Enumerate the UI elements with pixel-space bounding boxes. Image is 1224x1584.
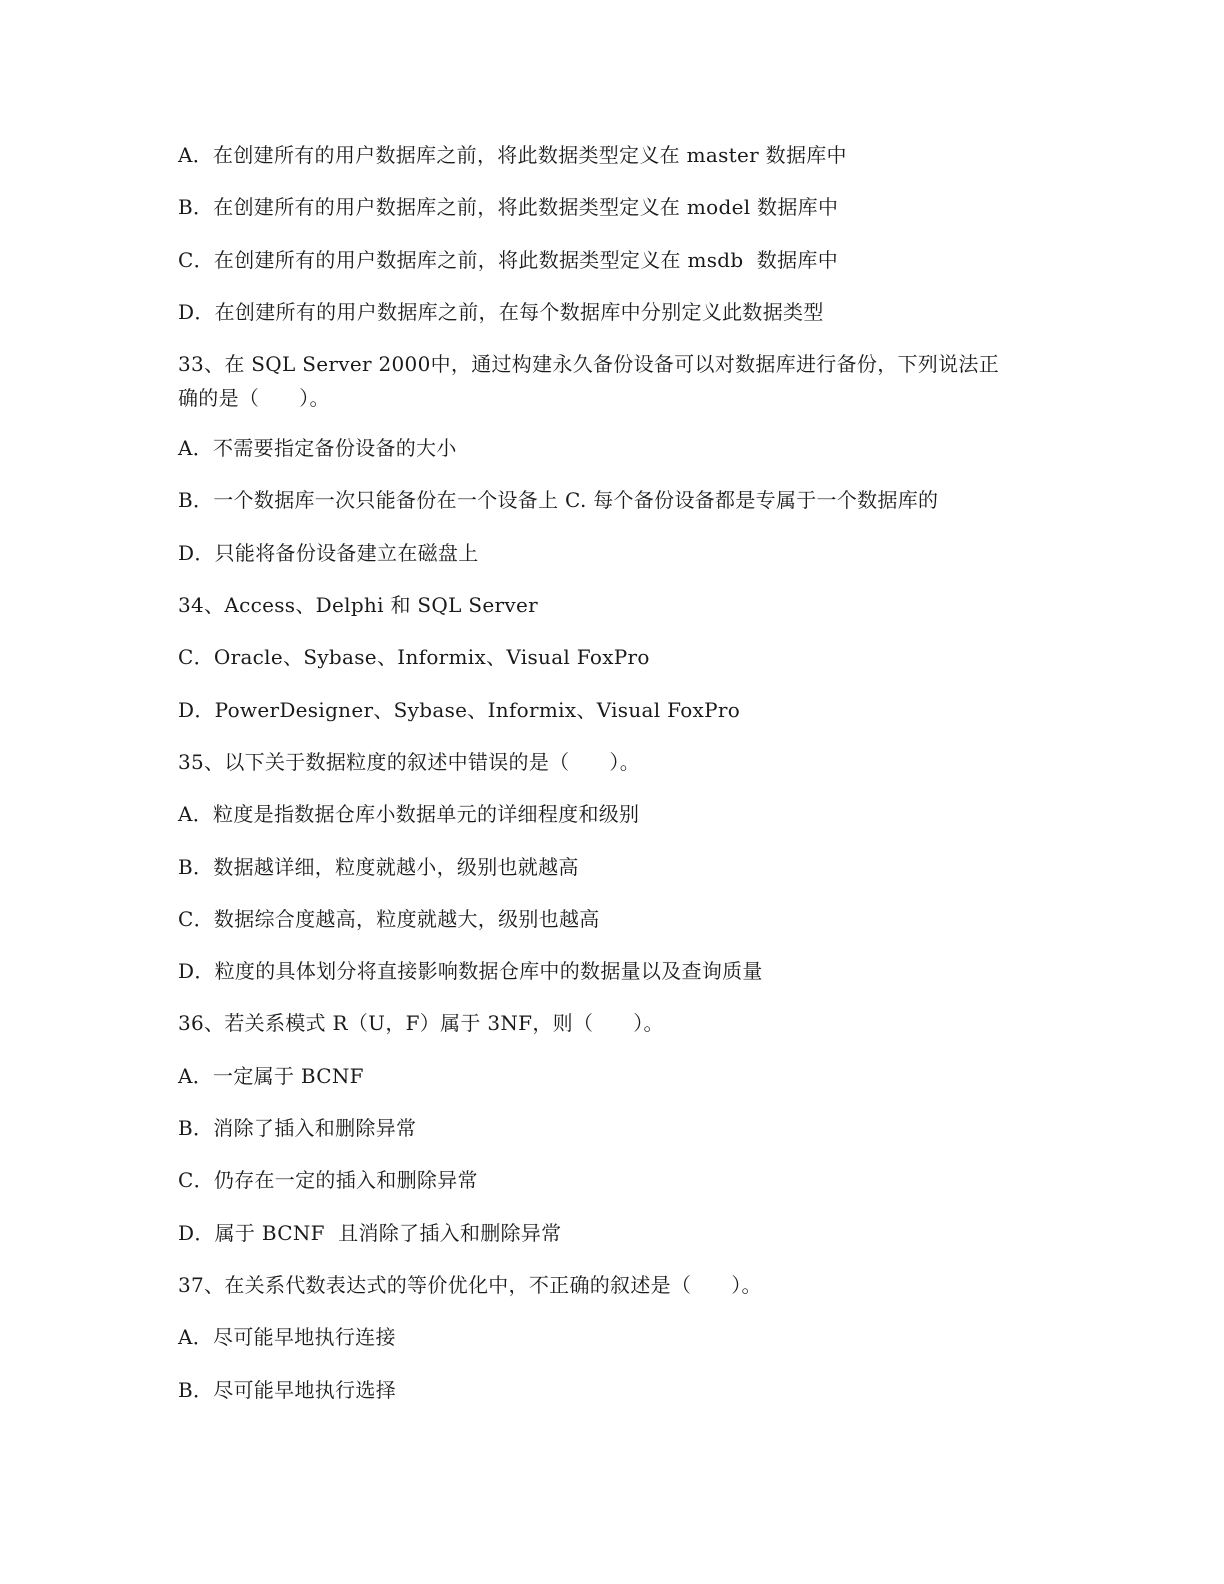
option-b-text: B．数据越详细，粒度就越小，级别也就越高 (178, 854, 579, 879)
question-35-stem: 35、以下关于数据粒度的叙述中错误的是（ ）。 (178, 749, 640, 774)
option-c-text: C．Oracle、Sybase、Informix、Visual FoxPro (178, 645, 650, 670)
option-c-text: C．仍存在一定的插入和删除异常 (178, 1168, 478, 1193)
question-33-stem-line-2: 确的是（ ）。 (178, 386, 330, 411)
option-b-text: B．消除了插入和删除异常 (178, 1116, 417, 1141)
option-b-text: B．一个数据库一次只能备份在一个设备上 C. 每个备份设备都是专属于一个数据库的 (178, 488, 939, 513)
option-a-text: A．尽可能早地执行连接 (178, 1325, 396, 1350)
document-page (178, 138, 1038, 1425)
option-d-text: D．属于 BCNF 且消除了插入和删除异常 (178, 1220, 562, 1245)
option-a-text: A．一定属于 BCNF (178, 1063, 364, 1088)
option-a-text: A．不需要指定备份设备的大小 (178, 436, 457, 461)
option-b-text: B．在创建所有的用户数据库之前，将此数据类型定义在 model 数据库中 (178, 195, 839, 220)
option-d-text: D．PowerDesigner、Sybase、Informix、Visual FoxPro (178, 697, 741, 722)
option-a-text: A．在创建所有的用户数据库之前，将此数据类型定义在 master 数据库中 (178, 143, 847, 167)
question-33-stem-line-1: 33、在 SQL Server 2000中，通过构建永久备份设备可以对数据库进行备份，下列说法正 (178, 352, 999, 377)
option-d-text: D．粒度的具体划分将直接影响数据仓库中的数据量以及查询质量 (178, 959, 763, 984)
question-33 (178, 347, 1038, 415)
option-c-text: C．在创建所有的用户数据库之前，将此数据类型定义在 msdb 数据库中 (178, 247, 839, 272)
question-36-stem: 36、若关系模式 R（U，F）属于 3NF，则（ ）。 (178, 1011, 664, 1036)
option-d-text: D．在创建所有的用户数据库之前，在每个数据库中分别定义此数据类型 (178, 299, 824, 324)
option-a-text: A．粒度是指数据仓库小数据单元的详细程度和级别 (178, 802, 640, 827)
option-c-text: C．数据综合度越高，粒度就越大，级别也越高 (178, 906, 600, 931)
option-b-text: B．尽可能早地执行选择 (178, 1377, 396, 1402)
question-34-stem: 34、Access、Delphi 和 SQL Server (178, 593, 538, 618)
question-37-stem: 37、在关系代数表达式的等价优化中，不正确的叙述是（ ）。 (178, 1272, 762, 1297)
option-d-text: D．只能将备份设备建立在磁盘上 (178, 540, 479, 565)
